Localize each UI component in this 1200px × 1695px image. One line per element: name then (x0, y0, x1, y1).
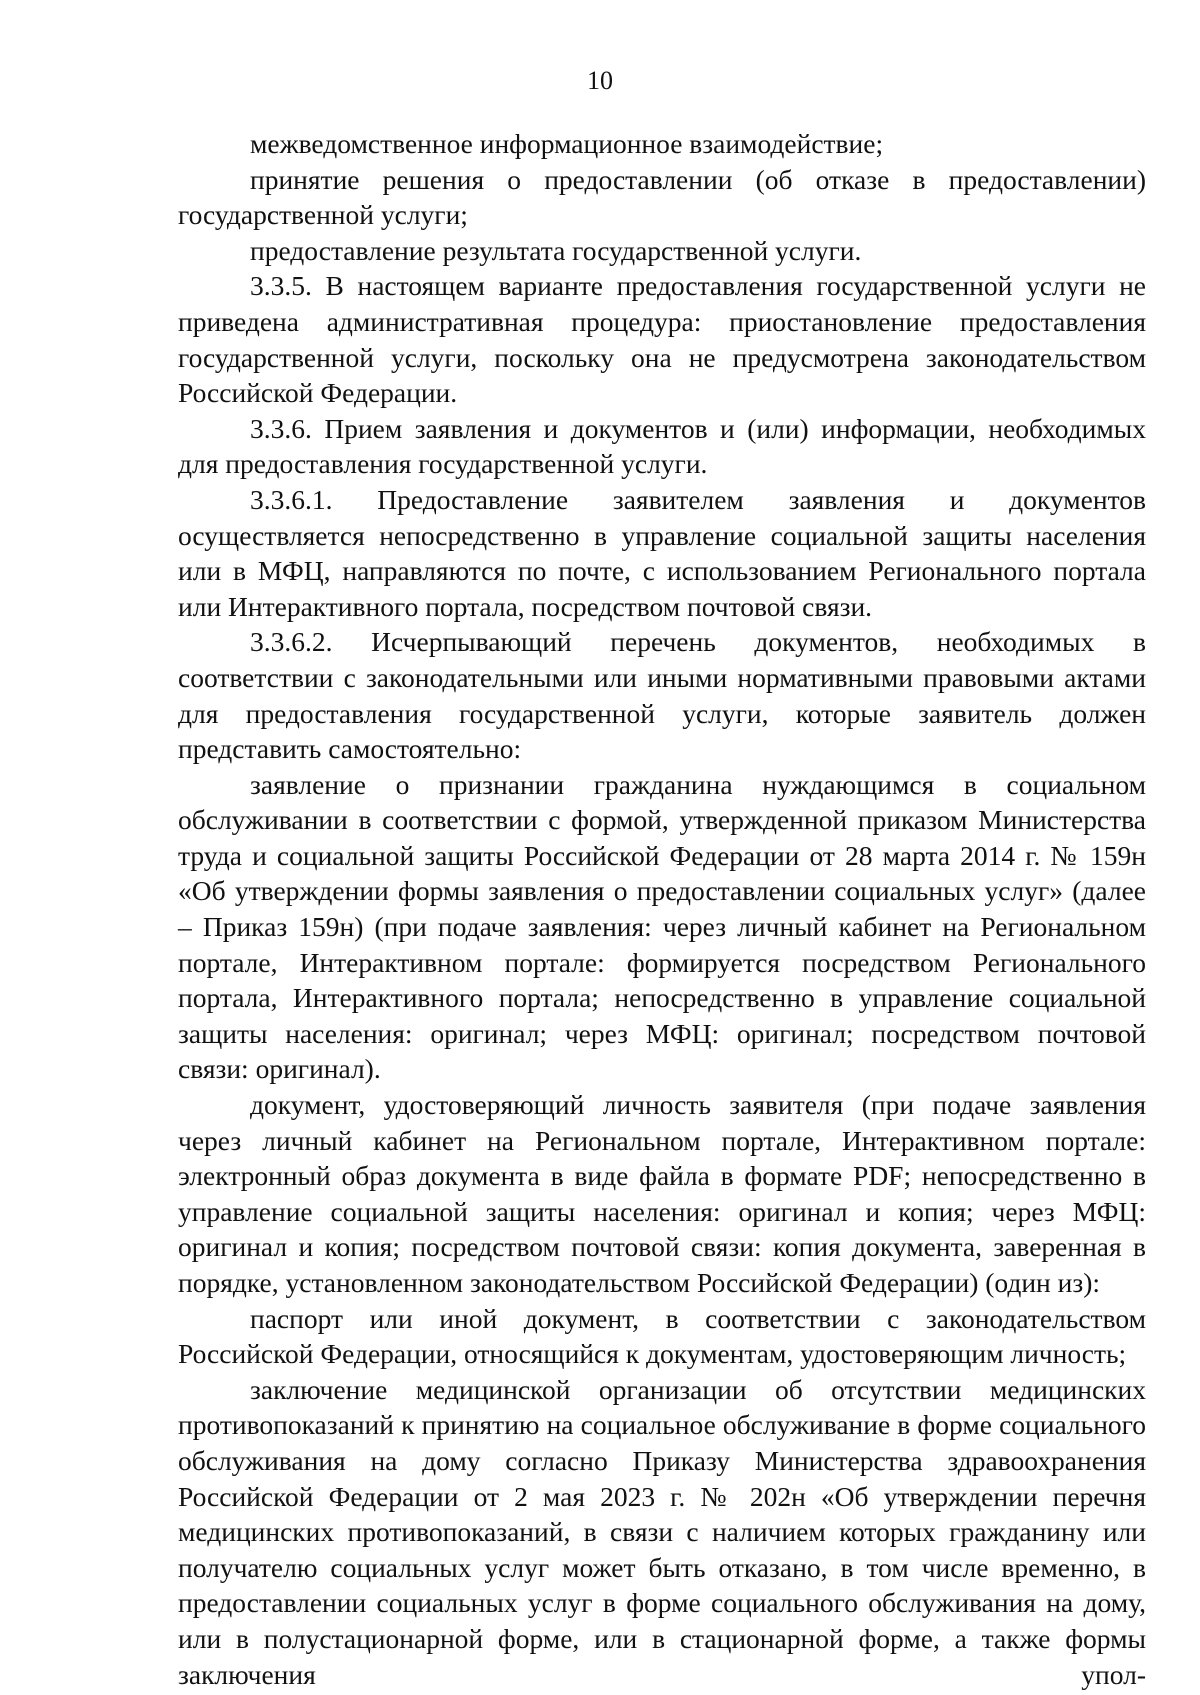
paragraph-decision: принятие решения о предоставлении (об отказе в предоставлении) государственной услуги; (178, 163, 1146, 231)
paragraph-3-3-5: 3.3.5. В настоящем варианте предоставления государственной услуги не приведена административная процедура: приостановление предоставления государственной услуги, поскольку она не предусмотрена законодательством Российской Федерации. (178, 270, 1146, 409)
paragraph-3-3-6-2: 3.3.6.2. Исчерпывающий перечень документов, необходимых в соответствии с законодательными или иными нормативными правовыми актами для предоставления государственной услуги, которые заявитель должен представить самостоятельно: (178, 626, 1146, 765)
paragraph-result: предоставление результата государственной услуги. (250, 234, 862, 266)
paragraph-3-3-6-1: 3.3.6.1. Предоставление заявителем заявления и документов осуществляется непосредственно в управление социальной защиты населения или в МФЦ, направляются по почте, с использованием Регионального портала или Интерактивного портала, посредством почтовой связи. (178, 483, 1146, 622)
paragraph-identity-document: документ, удостоверяющий личность заявителя (при подаче заявления через личный кабинет на Региональном портале, Интерактивном портале: электронный образ документа в виде файла в формате PDF; непосредственно в управление социальной защиты населения: оригинал и копия; через МФЦ: оригинал и копия; посредством почтовой связи: копия документа, заверенная в порядке, установленном законодательством Российской Федерации) (один из): (178, 1089, 1146, 1298)
paragraph-interagency-interaction: межведомственное информационное взаимодействие; (250, 128, 884, 159)
paragraph-3-3-6: 3.3.6. Прием заявления и документов и (или) информации, необходимых для предоставления государственной услуги. (178, 412, 1146, 480)
page-number: 10 (587, 66, 613, 95)
document-body (178, 126, 1146, 1692)
paragraph-medical-conclusion: заключение медицинской организации об отсутствии медицинских противопоказаний к принятию на социальное обслуживание в форме социального обслуживания на дому согласно Приказу Министерства здравоохранения Российской Федерации от 2 мая 2023 г. № 202н «Об утверждении перечня медицинских противопоказаний, в связи с наличием которых гражданину или получателю социальных услуг может быть отказано, в том числе временно, в предоставлении социальных услуг в форме социального обслуживания на дому, или в полустационарной форме, или в стационарной форме, а также формы заключения упол- (178, 1373, 1146, 1690)
paragraph-application-form: заявление о признании гражданина нуждающимся в социальном обслуживании в соответствии с формой, утвержденной приказом Министерства труда и социальной защиты Российской Федерации от 28 марта 2014 г. № 159н «Об утверждении формы заявления о предоставлении социальных услуг» (далее – Приказ 159н) (при подаче заявления: через личный кабинет на Региональном портале, Интерактивном портале: формируется посредством Регионального портала, Интерактивного портала; непосредственно в управление социальной защиты населения: оригинал; через МФЦ: оригинал; посредством почтовой связи: оригинал). (178, 768, 1146, 1085)
paragraph-passport: паспорт или иной документ, в соответствии с законодательством Российской Федерации, относящийся к документам, удостоверяющим личность; (178, 1302, 1146, 1370)
